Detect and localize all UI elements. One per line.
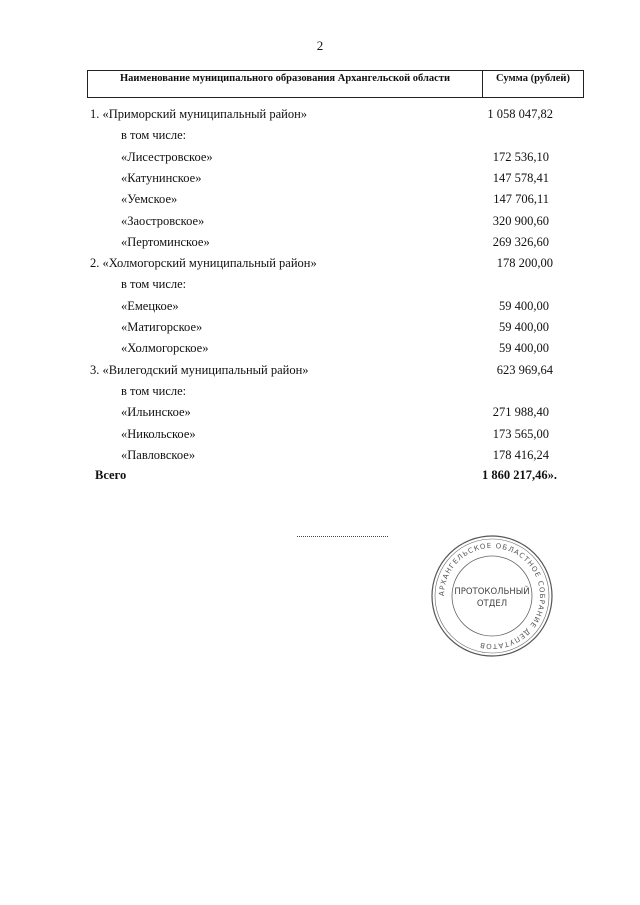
- row-amount: 59 400,00: [499, 341, 549, 356]
- table-header: [87, 70, 584, 98]
- page-number: 2: [316, 38, 324, 53]
- row-name: «Матигорское»: [121, 320, 203, 334]
- table-row: [0, 126, 640, 144]
- row-name: 3. «Вилегодский муниципальный район»: [90, 362, 309, 377]
- table-row: [0, 403, 640, 421]
- seal-stamp: [430, 534, 554, 658]
- table-row: [0, 425, 640, 443]
- row-name: «Никольское»: [121, 426, 196, 441]
- table-row: [0, 275, 640, 293]
- row-name: «Емецкое»: [121, 298, 179, 313]
- table-row: [0, 212, 640, 230]
- table-row: [0, 148, 640, 166]
- row-amount: 147 706,11: [493, 192, 549, 207]
- row-name: «Пертоминское»: [121, 234, 210, 249]
- row-name: «Холмогорское»: [121, 341, 209, 356]
- total-label: Всего: [95, 468, 127, 482]
- row-amount: 173 565,00: [492, 426, 549, 441]
- table-row: [0, 190, 640, 208]
- table-row: [0, 361, 640, 379]
- row-name: «Ильинское»: [121, 405, 191, 420]
- row-name: 2. «Холмогорский муниципальный район»: [90, 256, 317, 271]
- header-name-column: Наименование муниципального образования Архангельской области: [88, 71, 483, 97]
- svg-text:АРХАНГЕЛЬСКОЕ ОБЛАСТНОЕ СОБРАН: АРХАНГЕЛЬСКОЕ ОБЛАСТНОЕ СОБРАНИЕ ДЕПУТАТОВ: [437, 541, 547, 651]
- row-name: «Уемское»: [121, 192, 178, 207]
- row-amount: 269 326,60: [492, 234, 549, 249]
- svg-text:ОТДЕЛ: ОТДЕЛ: [476, 599, 508, 609]
- table-row: [0, 339, 640, 357]
- table-row: [0, 382, 640, 400]
- row-name: «Павловское»: [121, 447, 196, 462]
- row-name: «Катунинское»: [121, 170, 202, 185]
- row-amount: 623 969,64: [496, 362, 553, 377]
- row-amount: 320 900,60: [492, 213, 549, 228]
- row-name: 1. «Приморский муниципальный район»: [90, 107, 308, 121]
- row-amount: 271 988,40: [492, 405, 549, 420]
- row-amount: 172 536,10: [492, 149, 549, 164]
- row-name: в том числе:: [121, 383, 187, 398]
- row-amount: 178 416,24: [492, 447, 549, 462]
- row-amount: 59 400,00: [499, 320, 549, 334]
- row-amount: 178 200,00: [496, 256, 553, 271]
- total-amount: 1 860 217,46».: [482, 468, 557, 482]
- row-name: «Лисестровское»: [121, 149, 213, 164]
- row-amount: 147 578,41: [492, 170, 549, 185]
- header-sum-column: Сумма (рублей): [496, 73, 570, 84]
- table-row: [0, 233, 640, 251]
- row-name: в том числе:: [121, 277, 187, 292]
- svg-text:ПРОТОКОЛЬНЫЙ: ПРОТОКОЛЬНЫЙ: [454, 587, 530, 597]
- row-name: в том числе:: [121, 128, 187, 143]
- total-row: [0, 466, 640, 484]
- row-amount: 1 058 047,82: [487, 107, 553, 121]
- row-name: «Заостровское»: [121, 213, 205, 228]
- table-row: [0, 169, 640, 187]
- table-row: [0, 105, 640, 123]
- signature-line: [297, 536, 388, 537]
- table-row: [0, 254, 640, 272]
- table-row: [0, 318, 640, 336]
- row-amount: 59 400,00: [499, 298, 549, 313]
- table-row: [0, 297, 640, 315]
- table-row: [0, 446, 640, 464]
